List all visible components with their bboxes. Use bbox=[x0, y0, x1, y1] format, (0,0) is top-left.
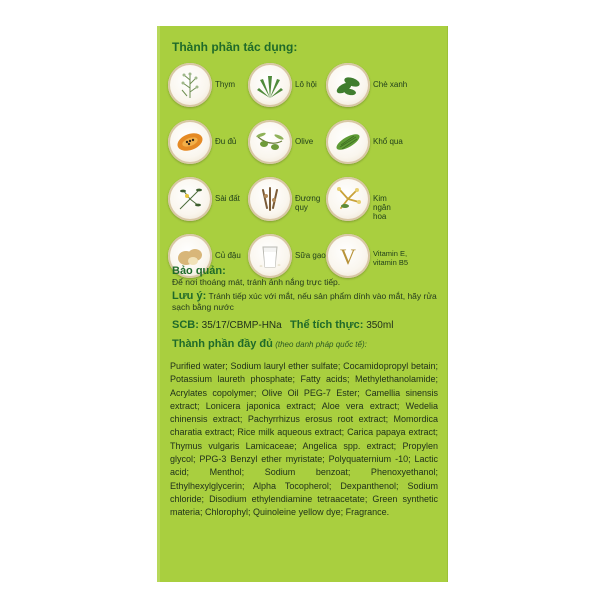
ingredient-wedelia bbox=[168, 173, 258, 228]
scb-value: 35/17/CBMP-HNa bbox=[201, 320, 282, 331]
honeysuckle-icon bbox=[326, 177, 370, 221]
full-ingredients-note: (theo danh pháp quốc tế): bbox=[275, 340, 367, 349]
svg-text:V: V bbox=[340, 244, 356, 269]
storage-text: Để nơi thoáng mát, tránh ánh nắng trực tiếp. bbox=[172, 277, 341, 287]
ingredient-thyme bbox=[168, 59, 258, 114]
caution-section bbox=[172, 291, 440, 313]
thyme-icon bbox=[168, 63, 212, 107]
full-ingredients-header bbox=[172, 339, 440, 350]
caution-text: Tránh tiếp xúc với mắt, nếu sản phẩm dính vào mắt, hãy rửa sạch bằng nước bbox=[172, 291, 437, 312]
ingredient-label: Thym bbox=[215, 80, 235, 89]
registration-section bbox=[172, 320, 440, 331]
ingredient-label: Chè xanh bbox=[373, 80, 408, 89]
full-ingredients-heading: Thành phần đầy đủ bbox=[172, 338, 273, 350]
full-ingredients-text: Purified water; Sodium lauryl ether sulfate; Cocamidopropyl betain; Potassium laureth phosphate; Fatty acids; Methylethanolamide; Acrylates copolymer; Olive Oil PEG-7 Ester; Camellia sinensis extract; Lonicera japonica extract; Aloe vera extract; Wedelia chinensis extract; Pachyrrhizus erosus root extract; Momordica charatia extract; Rice milk aqueous extract; Carica papaya extract; Thymus vulgaris Lamicaceae; Angelica spp. extract; Propylen glycol; PPG-3 Benzyl ether myristate; Polyquaternium -10; Lactic acid; Menthol; Sodium benzoat; Phenoxyethanol; Ethylhexylglycerin; Alpha Tocopherol; Dexpanthenol; Sodium chloride; Disodium ethylendiamine tetraacetate; Green synthetic materia; Chlorophyl; Quinoleine yellow dye; Fragrance. bbox=[170, 361, 438, 518]
ingredients-title: Thành phần tác dụng: bbox=[172, 40, 298, 54]
olive-icon bbox=[248, 120, 292, 164]
ingredient-label: Vitamin E, vitamin B5 bbox=[373, 249, 409, 267]
volume-value: 350ml bbox=[366, 320, 394, 331]
ingredient-label: Kim ngân hoa bbox=[373, 194, 391, 221]
ingredient-label: Lô hội bbox=[295, 80, 317, 89]
scb-label: SCB: bbox=[172, 319, 199, 331]
ingredient-green-tea bbox=[326, 59, 416, 114]
ingredient-papaya bbox=[168, 116, 258, 171]
wedelia-icon bbox=[168, 177, 212, 221]
papaya-icon bbox=[168, 120, 212, 164]
ingredient-grid bbox=[168, 59, 440, 287]
panel-edge bbox=[157, 26, 160, 582]
ingredient-label: Củ đậu bbox=[215, 251, 241, 260]
ingredient-honeysuckle bbox=[326, 173, 416, 228]
storage-heading: Bảo quản: bbox=[172, 265, 226, 277]
ingredient-angelica bbox=[248, 173, 338, 228]
ingredient-label: Khổ qua bbox=[373, 137, 403, 146]
ingredient-bitter-melon bbox=[326, 116, 416, 171]
angelica-icon bbox=[248, 177, 292, 221]
ingredient-row bbox=[168, 59, 440, 116]
storage-section bbox=[172, 266, 440, 288]
bitter-melon-icon bbox=[326, 120, 370, 164]
ingredient-label: Sữa gạo bbox=[295, 251, 326, 260]
caution-heading: Lưu ý: bbox=[172, 290, 207, 302]
green-tea-icon bbox=[326, 63, 370, 107]
ingredient-label: Đương quy bbox=[295, 194, 321, 212]
ingredient-label: Olive bbox=[295, 137, 314, 146]
ingredient-label: Đu đủ bbox=[215, 137, 237, 146]
volume-label: Thể tích thực: bbox=[290, 319, 364, 331]
aloe-icon bbox=[248, 63, 292, 107]
ingredient-row bbox=[168, 173, 440, 230]
ingredient-label: Sài đất bbox=[215, 194, 240, 203]
ingredient-aloe bbox=[248, 59, 338, 114]
ingredient-row bbox=[168, 116, 440, 173]
ingredient-olive bbox=[248, 116, 338, 171]
